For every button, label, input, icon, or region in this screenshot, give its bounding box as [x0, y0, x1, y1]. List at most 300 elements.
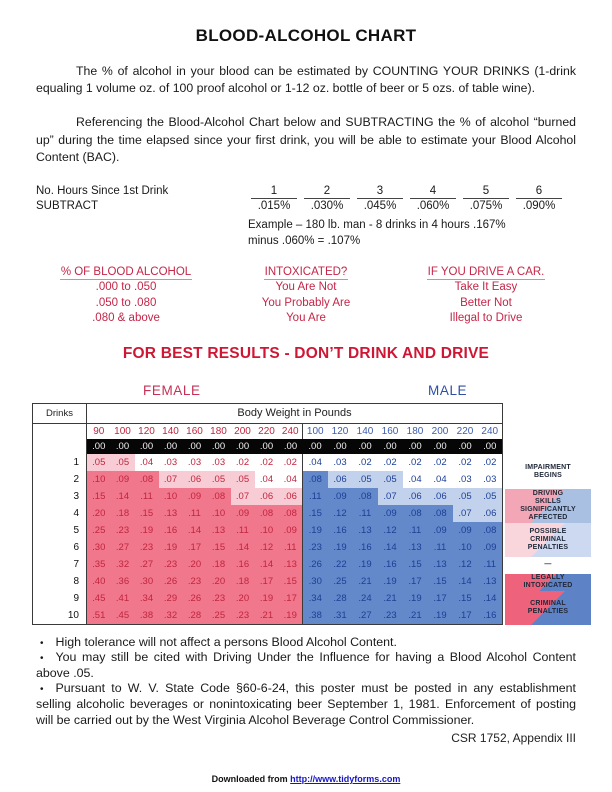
bac-cell-female: .26 — [159, 573, 183, 590]
bac-cell-male: .09 — [428, 522, 453, 539]
bac-cell-female: .12 — [255, 539, 279, 556]
bac-cell-male: .25 — [328, 573, 353, 590]
bac-cell-female: .32 — [159, 607, 183, 624]
bac-cell-male: .03 — [483, 474, 497, 486]
zero-cell: .00 — [478, 439, 503, 454]
bac-cell-female: .20 — [183, 556, 207, 573]
hour-column — [513, 184, 565, 214]
bac-cell-female: .05 — [111, 454, 135, 471]
guide-column-header-text: IF YOU DRIVE A CAR. — [427, 266, 545, 279]
bac-cell-female: .30 — [135, 573, 159, 590]
bac-cell-female: .18 — [231, 573, 255, 590]
bac-cell-female: .04 — [259, 474, 274, 486]
male-weight-header: 200 — [431, 425, 449, 437]
bac-cell-female: .09 — [183, 488, 207, 505]
zero-cell: .00 — [207, 439, 231, 454]
drinks-count-cell: 2 — [33, 471, 87, 488]
left-spacer-cell — [33, 423, 87, 439]
bac-cell-female: .16 — [159, 522, 183, 539]
bac-cell-male: .13 — [353, 522, 378, 539]
bac-cell-male: .21 — [353, 573, 378, 590]
female-weight-header: 220 — [258, 425, 275, 437]
hour-number: 5 — [463, 184, 509, 199]
male-weight-header: 100 — [303, 423, 328, 439]
bac-cell-female: .02 — [259, 457, 274, 469]
bac-cell-male: .08 — [303, 471, 328, 488]
bac-cell-male: .27 — [353, 607, 378, 624]
zero-cell: .00 — [231, 439, 255, 454]
guide-column — [216, 265, 396, 327]
bac-cell-female: .45 — [87, 590, 111, 607]
bac-data-row — [33, 522, 503, 539]
bac-data-row — [33, 505, 503, 522]
drinks-count-cell: 5 — [33, 522, 87, 539]
female-weight-header: 160 — [186, 425, 203, 437]
female-weight-header: 120 — [138, 425, 155, 437]
bac-cell-male: .23 — [378, 607, 403, 624]
bac-cell-male: .09 — [453, 522, 478, 539]
bac-cell-female: .06 — [279, 488, 303, 505]
bac-cell-female: .15 — [279, 573, 303, 590]
side-label-line: PENALTIES — [527, 607, 569, 615]
bac-cell-female: .08 — [207, 488, 231, 505]
hours-labels — [36, 184, 248, 214]
bullet-icon: • — [40, 637, 44, 649]
bac-cell-male: .11 — [403, 522, 428, 539]
bac-cell-male: .03 — [333, 457, 347, 469]
bac-cell-male: .16 — [378, 556, 403, 573]
bac-cell-male: .21 — [403, 607, 428, 624]
bac-data-row — [33, 488, 503, 505]
guide-column-header — [216, 265, 396, 280]
bac-cell-female: .41 — [111, 590, 135, 607]
hour-subtract-value: .060% — [416, 200, 450, 213]
bac-cell-female: .13 — [279, 556, 303, 573]
bac-cell-male: .23 — [303, 539, 328, 556]
bac-cell-female: .11 — [183, 505, 207, 522]
gender-labels — [36, 383, 576, 401]
bac-cell-female: .08 — [279, 505, 303, 522]
bac-cell-female: .05 — [87, 454, 111, 471]
bac-cell-male: .24 — [353, 590, 378, 607]
note-text: High tolerance will not affect a persons Blood Alcohol Content. — [55, 634, 397, 649]
hours-columns — [248, 184, 566, 214]
citation: CSR 1752, Appendix III — [451, 731, 576, 746]
bac-cell-female: .10 — [159, 488, 183, 505]
guide-row-value: You Are Not — [275, 281, 337, 294]
bac-cell-female: .15 — [135, 505, 159, 522]
bac-cell-male: .08 — [353, 488, 378, 505]
bac-cell-female: .13 — [207, 522, 231, 539]
bac-cell-female: .14 — [183, 522, 207, 539]
bac-cell-female: .11 — [135, 488, 159, 505]
bac-cell-female: .19 — [279, 607, 303, 624]
male-label: MALE — [428, 382, 468, 398]
zero-cell: .00 — [279, 439, 303, 454]
weights-row — [33, 423, 503, 439]
male-weight-header: 120 — [331, 425, 349, 437]
bac-cell-male: .09 — [328, 488, 353, 505]
bac-data-row — [33, 454, 503, 471]
bac-cell-male: .15 — [303, 505, 328, 522]
bac-cell-male: .13 — [478, 573, 503, 590]
bac-cell-male: .04 — [433, 474, 447, 486]
bac-cell-female: .23 — [135, 539, 159, 556]
hours-section — [36, 184, 576, 214]
bac-cell-male: .30 — [303, 573, 328, 590]
bac-cell-male: .14 — [453, 573, 478, 590]
bac-cell-male: .11 — [303, 488, 328, 505]
bac-cell-male: .31 — [328, 607, 353, 624]
bac-cell-female: .19 — [159, 539, 183, 556]
bac-cell-male: .04 — [303, 454, 328, 471]
female-weight-header: 100 — [114, 425, 131, 437]
male-weight-header: 180 — [406, 425, 424, 437]
bac-cell-female: .27 — [135, 556, 159, 573]
bac-cell-male: .02 — [483, 457, 497, 469]
bac-cell-male: .09 — [478, 539, 503, 556]
bac-cell-female: .13 — [159, 505, 183, 522]
guide-column — [396, 265, 576, 327]
bac-cell-male: .19 — [428, 607, 453, 624]
bac-cell-female: .07 — [231, 488, 255, 505]
bac-cell-male: .04 — [408, 474, 422, 486]
bac-cell-female: .23 — [111, 522, 135, 539]
side-label-line: CRIMINAL — [530, 599, 566, 607]
body-weight-header: Body Weight in Pounds — [87, 403, 503, 423]
bac-cell-male: .02 — [383, 457, 397, 469]
intro-paragraph-2: Referencing the Blood-Alcohol Chart below and SUBTRACTING the % of alcohol “burned up” during the time elapsed since your first drink, you will be able to estimate your Blood Alcohol Content (BAC). — [36, 115, 576, 164]
bac-cell-male: .06 — [478, 505, 503, 522]
bac-cell-female: .18 — [207, 556, 231, 573]
bac-cell-female: .09 — [111, 471, 135, 488]
bac-cell-female: .23 — [183, 573, 207, 590]
hours-label-line1: No. Hours Since 1st Drink — [36, 185, 169, 198]
drinks-count-cell: 7 — [33, 556, 87, 573]
side-label-line: POSSIBLE — [529, 527, 567, 535]
bac-cell-male: .06 — [403, 488, 428, 505]
bac-cell-male: .05 — [378, 471, 403, 488]
bac-cell-male: .16 — [353, 539, 378, 556]
hour-number: 3 — [357, 184, 403, 199]
zero-cell: .00 — [87, 439, 111, 454]
note-bullet — [36, 635, 576, 651]
zero-cell: .00 — [135, 439, 159, 454]
footer — [0, 774, 612, 784]
side-label-line: INTOXICATED — [523, 582, 573, 590]
hour-subtract-value: .015% — [257, 200, 291, 213]
side-label — [505, 574, 591, 591]
bac-cell-female: .23 — [159, 556, 183, 573]
bac-cell-female: .17 — [183, 539, 207, 556]
bac-cell-male: .17 — [403, 573, 428, 590]
guide-row-value: .080 & above — [92, 312, 160, 325]
zero-cell: .00 — [303, 439, 328, 454]
bac-data-row — [33, 471, 503, 488]
bac-cell-male: .16 — [328, 522, 353, 539]
guide-row-value: Illegal to Drive — [449, 312, 523, 325]
side-label — [505, 523, 591, 557]
zero-cell: .00 — [403, 439, 428, 454]
drinks-count-cell: 1 — [33, 454, 87, 471]
male-weight-header: 140 — [356, 425, 374, 437]
bac-cell-female: .28 — [183, 607, 207, 624]
bac-cell-female: .15 — [207, 539, 231, 556]
drinks-count-cell: 3 — [33, 488, 87, 505]
hour-number: 4 — [410, 184, 456, 199]
footer-link[interactable]: http://www.tidyforms.com — [290, 774, 401, 784]
notes-section — [36, 635, 576, 729]
drinks-count-cell: 8 — [33, 573, 87, 590]
side-label-line: SIGNIFICANTLY — [520, 505, 576, 513]
bac-cell-male: .19 — [378, 573, 403, 590]
male-weight-header: 240 — [481, 425, 499, 437]
bac-cell-female: .45 — [111, 607, 135, 624]
bac-cell-male: .12 — [453, 556, 478, 573]
bac-cell-male: .19 — [353, 556, 378, 573]
guide-row-value: Better Not — [460, 296, 512, 309]
table-header-row — [33, 403, 503, 423]
bac-cell-male: .11 — [428, 539, 453, 556]
bac-cell-female: .21 — [255, 607, 279, 624]
zero-cell: .00 — [353, 439, 378, 454]
bac-cell-male: .11 — [353, 505, 378, 522]
side-label — [505, 591, 591, 625]
bac-cell-male: .08 — [403, 505, 428, 522]
bac-cell-female: .29 — [159, 590, 183, 607]
hour-subtract-value: .030% — [310, 200, 344, 213]
bac-cell-male: .26 — [303, 556, 328, 573]
bac-cell-female: .32 — [111, 556, 135, 573]
bac-cell-female: .02 — [235, 457, 250, 469]
bac-cell-female: .38 — [135, 607, 159, 624]
bac-cell-male: .09 — [378, 505, 403, 522]
hour-number: 1 — [251, 184, 297, 199]
drinks-count-cell: 4 — [33, 505, 87, 522]
bac-table — [32, 403, 503, 625]
bac-cell-male: .15 — [403, 556, 428, 573]
bac-cell-male: .15 — [428, 573, 453, 590]
bac-cell-male: .05 — [478, 488, 503, 505]
bac-cell-male: .13 — [403, 539, 428, 556]
bac-cell-female: .36 — [111, 573, 135, 590]
bac-cell-female: .06 — [255, 488, 279, 505]
bac-cell-male: .28 — [328, 590, 353, 607]
bac-cell-male: .22 — [328, 556, 353, 573]
intro-paragraph-1: The % of alcohol in your blood can be estimated by COUNTING YOUR DRINKS (1-drink equaling 1 volume oz. of 100 proof alcohol or 1-12 oz. bottle of beer or 5 ozs. of table wine). — [36, 64, 576, 96]
bac-cell-female: .34 — [135, 590, 159, 607]
bac-cell-female: .20 — [87, 505, 111, 522]
bac-cell-female: .23 — [207, 590, 231, 607]
female-label: FEMALE — [143, 382, 201, 398]
bac-cell-female: .20 — [231, 590, 255, 607]
bac-cell-female: .23 — [231, 607, 255, 624]
bac-cell-female: .16 — [231, 556, 255, 573]
bac-data-row — [33, 607, 503, 624]
bac-cell-male: .02 — [408, 457, 422, 469]
bac-data-row — [33, 556, 503, 573]
drinks-count-cell: 9 — [33, 590, 87, 607]
bac-data-row — [33, 573, 503, 590]
bac-cell-female: .51 — [87, 607, 111, 624]
guide-row-value: Take It Easy — [454, 281, 518, 294]
note-text: You may still be cited with Driving Under the Influence for having a Blood Alcohol Content above .05. — [36, 650, 576, 680]
bac-cell-female: .08 — [135, 471, 159, 488]
zero-row — [33, 439, 503, 454]
bac-cell-male: .11 — [478, 556, 503, 573]
hours-label-line2: SUBTRACT — [36, 200, 98, 213]
bac-cell-male: .12 — [328, 505, 353, 522]
bac-cell-male: .08 — [478, 522, 503, 539]
zero-cell: .00 — [453, 439, 478, 454]
bac-cell-female: .19 — [255, 590, 279, 607]
bac-cell-female: .10 — [87, 471, 111, 488]
bac-cell-female: .04 — [139, 457, 154, 469]
bac-cell-female: .11 — [279, 539, 303, 556]
bac-cell-male: .02 — [458, 457, 472, 469]
bac-cell-female: .03 — [187, 457, 202, 469]
hour-number: 6 — [516, 184, 562, 199]
bac-cell-female: .20 — [207, 573, 231, 590]
side-label-line: SKILLS — [534, 497, 562, 505]
hour-subtract-value: .075% — [469, 200, 503, 213]
note-bullet — [36, 650, 576, 681]
bac-cell-female: .09 — [231, 505, 255, 522]
bac-cell-female: .14 — [255, 556, 279, 573]
male-weight-header: 220 — [456, 425, 474, 437]
bac-cell-female: .05 — [207, 471, 231, 488]
note-bullet — [36, 681, 576, 728]
bac-cell-female: .06 — [183, 471, 207, 488]
side-label-line: BEGINS — [533, 471, 563, 479]
bac-cell-male: .05 — [453, 488, 478, 505]
hour-subtract-value: .045% — [363, 200, 397, 213]
bac-cell-female: .30 — [87, 539, 111, 556]
guide-column-header-text: % OF BLOOD ALCOHOL — [60, 266, 192, 279]
guide-column-header-text: INTOXICATED? — [264, 266, 348, 279]
bac-cell-male: .05 — [353, 471, 378, 488]
bac-cell-female: .08 — [255, 505, 279, 522]
bac-cell-female: .10 — [207, 505, 231, 522]
side-label-line: AFFECTED — [528, 513, 568, 521]
female-weight-header: 200 — [234, 425, 251, 437]
side-labels-column — [505, 455, 591, 625]
zero-cell: .00 — [328, 439, 353, 454]
guide-column-header — [36, 265, 216, 280]
side-label-line: — — [544, 561, 552, 569]
guide-column-header — [396, 265, 576, 280]
bac-cell-male: .21 — [378, 590, 403, 607]
bac-cell-female: .18 — [111, 505, 135, 522]
female-weight-header: 240 — [281, 425, 299, 437]
footer-prefix: Downloaded from — [211, 774, 291, 784]
bac-cell-male: .07 — [378, 488, 403, 505]
hours-example-line2: minus .060% = .107% — [248, 235, 361, 248]
hour-column — [407, 184, 459, 214]
bac-cell-male: .14 — [478, 590, 503, 607]
bac-cell-male: .10 — [453, 539, 478, 556]
side-label-line: LEGALLY — [531, 574, 565, 582]
bac-cell-male: .03 — [458, 474, 472, 486]
bac-cell-male: .12 — [378, 522, 403, 539]
bac-cell-female: .19 — [135, 522, 159, 539]
zero-cell: .00 — [255, 439, 279, 454]
bac-cell-female: .15 — [87, 488, 111, 505]
note-text: Pursuant to W. V. State Code §60-6-24, this poster must be posted in any establishment selling alcoholic beverages or nonintoxicating beer September 1, 1981. Enforcement of posting will be carried out by the West Virginia Alcohol Beverage Control Commissioner. — [36, 681, 576, 727]
bac-cell-female: .04 — [283, 474, 297, 486]
guide-row-value: You Are — [286, 312, 326, 325]
bac-cell-male: .02 — [433, 457, 447, 469]
bac-cell-male: .34 — [303, 590, 328, 607]
hour-column — [301, 184, 353, 214]
bac-cell-female: .17 — [279, 590, 303, 607]
guide-row-value: .000 to .050 — [95, 281, 157, 294]
bullet-icon: • — [40, 653, 44, 665]
bac-cell-female: .25 — [207, 607, 231, 624]
bac-cell-male: .19 — [328, 539, 353, 556]
female-weight-header: 140 — [162, 425, 179, 437]
hour-column — [354, 184, 406, 214]
side-label-line: IMPAIRMENT — [525, 463, 571, 471]
side-label-line: DRIVING — [532, 489, 564, 497]
bac-cell-male: .15 — [453, 590, 478, 607]
bullet-icon: • — [40, 684, 44, 696]
hour-column — [248, 184, 300, 214]
zero-cell: .00 — [378, 439, 403, 454]
zero-cell: .00 — [183, 439, 207, 454]
bac-cell-male: .38 — [303, 607, 328, 624]
hour-column — [460, 184, 512, 214]
bac-guide — [36, 265, 576, 327]
bac-cell-male: .16 — [478, 607, 503, 624]
zero-cell: .00 — [159, 439, 183, 454]
female-weight-header: 90 — [93, 425, 105, 437]
hours-example — [248, 217, 576, 249]
guide-column — [36, 265, 216, 327]
hours-example-line1: Example – 180 lb. man - 8 drinks in 4 hours .167% — [248, 219, 506, 232]
bac-cell-male: .17 — [428, 590, 453, 607]
side-label-line: PENALTIES — [527, 543, 569, 551]
bac-cell-female: .09 — [279, 522, 303, 539]
guide-row-value: You Probably Are — [261, 296, 351, 309]
bac-cell-female: .05 — [231, 471, 255, 488]
bac-cell-female: .03 — [211, 457, 226, 469]
bac-cell-male: .17 — [453, 607, 478, 624]
bac-cell-male: .19 — [303, 522, 328, 539]
zero-cell: .00 — [111, 439, 135, 454]
bac-cell-male: .19 — [403, 590, 428, 607]
bac-cell-female: .35 — [87, 556, 111, 573]
bac-cell-female: .17 — [255, 573, 279, 590]
bac-cell-male: .14 — [378, 539, 403, 556]
page-title: BLOOD-ALCOHOL CHART — [195, 26, 417, 45]
bac-table-wrap — [32, 403, 576, 625]
bac-data-row — [33, 539, 503, 556]
hour-number: 2 — [304, 184, 350, 199]
bac-cell-female: .26 — [183, 590, 207, 607]
bac-cell-male: .06 — [328, 471, 353, 488]
guide-row-value: .050 to .080 — [95, 296, 157, 309]
side-label — [505, 489, 591, 523]
drinks-header: Drinks — [33, 403, 87, 423]
bac-data-row — [33, 590, 503, 607]
bac-cell-female: .11 — [231, 522, 255, 539]
side-label — [505, 557, 591, 574]
bac-cell-female: .14 — [231, 539, 255, 556]
side-label — [505, 455, 591, 489]
bac-cell-female: .02 — [283, 457, 297, 469]
bac-cell-female: .40 — [87, 573, 111, 590]
